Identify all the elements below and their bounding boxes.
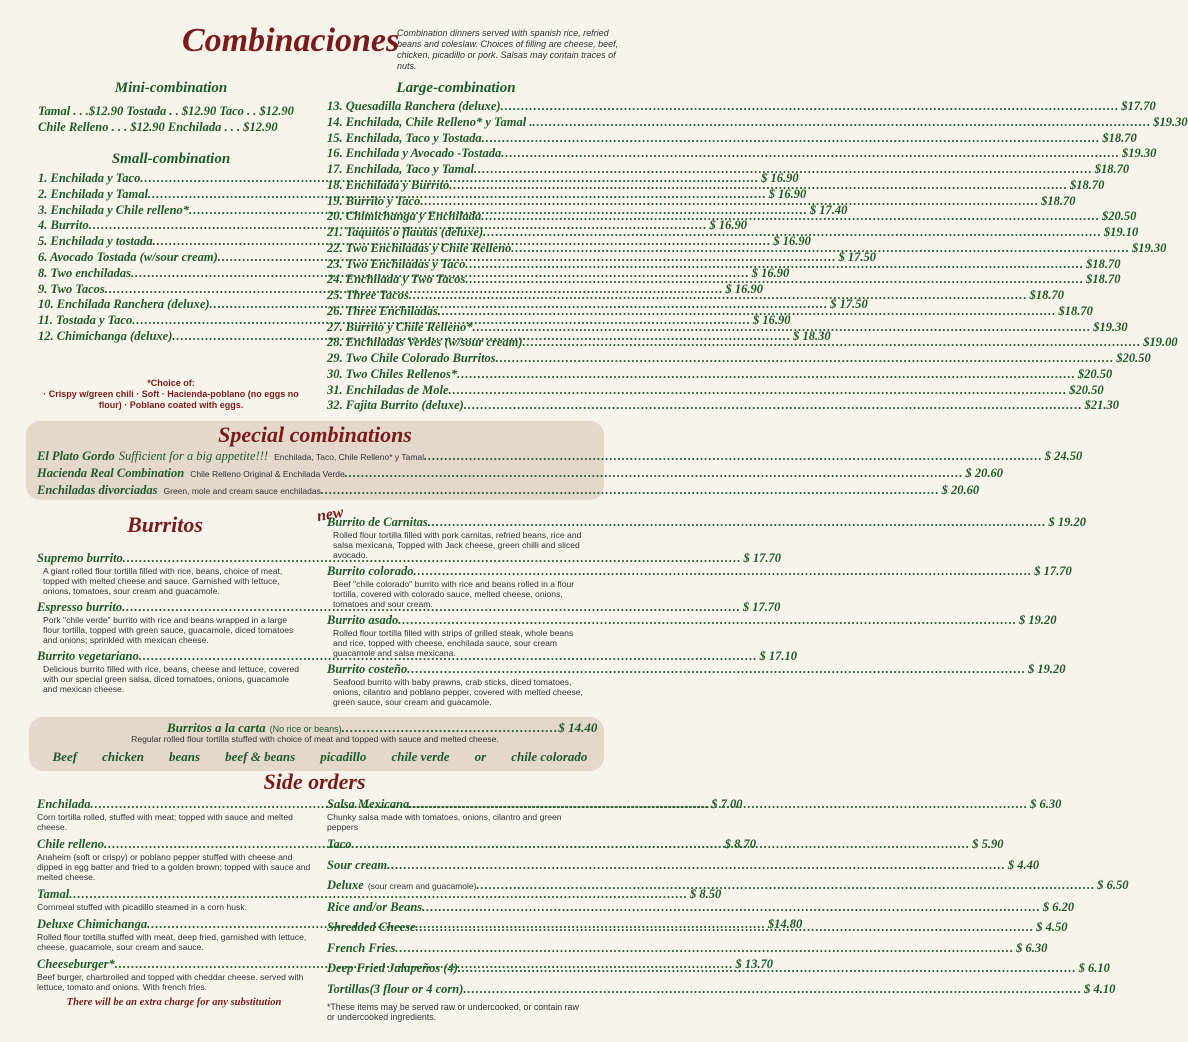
item-name: 11. Tostada y Taco	[38, 313, 133, 328]
item-price: $ 4.40	[1007, 857, 1040, 872]
carta-option: beans	[169, 749, 201, 764]
leader-dots	[428, 515, 1047, 530]
side-order-title	[327, 981, 1116, 997]
side-order-item	[327, 940, 1048, 956]
item-name: 5. Enchilada y tostada	[38, 234, 153, 249]
side-order-item	[327, 857, 1040, 873]
side-order-title	[327, 857, 1040, 873]
item-price: $ 16.90	[725, 281, 764, 296]
burritos-carta-note: (No rice or beans)	[269, 724, 342, 734]
item-price: $18.70	[1086, 272, 1121, 287]
carta-option: or	[474, 749, 487, 764]
side-orders-heading: Side orders	[263, 769, 366, 794]
burrito-desc: Beef "chile colorado" burrito with rice and beans rolled in a flour tortilla, covered with colorado sauce, melted cheese, onions, tomatoes and sour cream.	[333, 579, 575, 609]
leader-dots	[422, 900, 1041, 915]
burrito-title	[327, 662, 1066, 677]
item-name: Supremo burrito	[37, 551, 123, 565]
leader-dots	[387, 858, 1006, 873]
item-name: Deluxe	[327, 878, 364, 892]
burrito-title	[327, 564, 1072, 579]
item-price: $19.30	[1121, 146, 1157, 161]
item-price: $ 4.50	[1036, 920, 1068, 934]
item-name: Salsa Mexicana	[327, 797, 410, 811]
item-name: Burrito asado	[327, 613, 399, 627]
leader-dots	[321, 482, 940, 498]
side-order-desc: Rolled flour tortilla stuffed with meat, deep fried, garnished with lettuce, cheese, guacamole, sour cream and sauce.	[37, 932, 307, 952]
item-price: $ 13.70	[735, 957, 774, 971]
large-combo-item	[327, 351, 1151, 367]
leader-dots	[438, 304, 1057, 320]
side-order-title	[327, 940, 1048, 956]
item-price: $17.70	[1121, 99, 1156, 113]
item-price: $ 6.30	[1030, 797, 1062, 811]
leader-dots	[476, 878, 1095, 893]
item-price: $ 24.50	[1044, 449, 1083, 463]
leader-dots	[465, 272, 1084, 288]
item-name: 23. Two Enchiladas y Taco	[327, 256, 466, 271]
mini-line-1: Tamal . . .$12.90 Tostada . . $12.90 Taco . . $12.90	[38, 104, 294, 118]
choice-note	[40, 378, 302, 411]
item-price: $ 18.30	[793, 328, 831, 343]
leader-dots	[473, 320, 1092, 336]
item-price: $ 17.70	[742, 600, 781, 614]
item-price: $ 16.90	[751, 265, 790, 280]
item-price: $18.70	[1086, 256, 1121, 271]
item-price: $18.70	[1102, 130, 1137, 145]
item-name: 27. Burrito y Chile Relleno*	[327, 319, 473, 334]
item-price: $ 17.10	[759, 649, 797, 663]
item-price: $ 16.90	[768, 186, 807, 201]
item-name: 16. Enchilada y Avocado -Tostada	[327, 146, 502, 161]
large-combo-item	[327, 382, 1104, 399]
item-name: Chile relleno	[37, 837, 105, 851]
item-price: $ 16.90	[773, 234, 811, 249]
item-name: Tamal	[37, 887, 70, 901]
item-name: 9. Two Tacos	[38, 281, 105, 296]
item-name: Enchiladas divorciadas	[37, 483, 158, 497]
raw-disclaimer: *These items may be served raw or undercooked, or contain raw or undercooked ingredients.	[327, 1002, 579, 1022]
burrito-title	[37, 600, 781, 615]
combination-note: Combination dinners served with spanish rice, refried beans and coleslaw. Choices of filling are cheese, beef, chicken, picadillo or pork. Salsas may contain traces of nuts.	[397, 28, 619, 71]
side-order-desc: Anaheim (soft or crispy) or poblano pepper stuffed with cheese and dipped in egg batter and fried to a golden brown; topped with sauce and melted cheese.	[37, 852, 311, 882]
large-combo-item	[327, 366, 1113, 383]
leader-dots	[424, 448, 1043, 464]
large-combination-heading: Large-combination	[396, 80, 516, 96]
leader-dots	[398, 613, 1017, 628]
item-name: 29. Two Chile Colorado Burritos	[327, 351, 496, 365]
item-name: 2. Enchilada y Tamal	[38, 186, 148, 201]
carta-option: picadillo	[320, 749, 367, 764]
item-name: Tortillas(3 flour or 4 corn)	[327, 981, 464, 996]
carta-option: beef & beans	[225, 749, 296, 764]
item-price: $ 6.10	[1078, 961, 1110, 975]
item-name: 32. Fajita Burrito (deluxe)	[327, 398, 464, 413]
side-order-item	[327, 981, 1116, 997]
leader-dots	[458, 961, 1077, 976]
leader-dots	[449, 383, 1068, 399]
small-combination-heading: Small-combination	[111, 151, 231, 167]
item-name: 30. Two Chiles Rellenos*	[327, 366, 458, 381]
item-price: $ 17.50	[830, 297, 868, 312]
item-name: 12. Chimichanga (deluxe)	[38, 328, 173, 343]
substitution-note: There will be an extra charge for any substitution	[66, 997, 282, 1008]
item-price: $ 17.70	[743, 551, 782, 565]
mini-line-2: Chile Relleno . . . $12.90 Enchilada . . . $12.90	[38, 120, 278, 134]
item-name: Espresso burrito	[37, 600, 123, 614]
leader-dots	[416, 920, 1035, 935]
item-price: $18.70	[1094, 162, 1130, 176]
large-combo-item	[327, 114, 1188, 131]
item-name: 20. Chimichanga y Enchilada	[327, 209, 482, 224]
item-price: $ 16.90	[752, 313, 791, 328]
item-name: 25. Three Tacos	[327, 288, 409, 302]
special-combo-item	[37, 465, 1004, 482]
item-price: $20.50	[1077, 366, 1113, 381]
item-name: 10. Enchilada Ranchera (deluxe)	[38, 297, 210, 312]
item-name: El Plato Gordo	[37, 449, 115, 463]
item-price: $ 6.30	[1016, 940, 1048, 955]
large-combo-item	[327, 398, 1119, 414]
leader-dots	[511, 241, 1130, 257]
item-name: Burrito vegetariano	[37, 649, 139, 663]
burrito-desc: Seafood burrito with baby prawns, crab sticks, diced tomatoes, onions, cilantro and poblano pepper, covered with melted cheese, green sauce, sour cream and guacamole.	[333, 677, 583, 707]
item-price: $19.30	[1093, 319, 1128, 334]
item-name: Deluxe Chimichanga	[37, 917, 148, 931]
leader-dots	[496, 351, 1115, 367]
item-price: $18.70	[1041, 193, 1076, 208]
burritos-carta-options	[40, 749, 600, 765]
carta-option: chile colorado	[511, 749, 588, 764]
burrito-title	[327, 613, 1057, 628]
item-price: $20.50	[1101, 209, 1137, 224]
large-combo-item	[327, 130, 1137, 147]
leader-dots	[482, 131, 1101, 147]
burritos-carta-desc: Regular rolled flour tortilla stuffed with choice of meat and topped with sauce and melted cheese.	[131, 734, 499, 744]
item-price: $ 16.90	[761, 171, 799, 185]
burrito-desc: Pork "chile verde" burrito with rice and beans wrapped in a large flour tortilla, topped with green sauce, guacamole, diced tomatoes and onions; sprinkled with mexican cheese.	[43, 615, 294, 645]
large-combo-item	[327, 146, 1157, 162]
item-name: Enchilada	[37, 797, 91, 811]
burrito-desc: Rolled flour tortilla filled with pork carnitas, refried beans, rice and salsa mexicana, Topped with Jack cheese, green chilli and sliced avocado.	[333, 530, 582, 560]
item-name: Taco	[327, 837, 352, 851]
mini-combination-heading: Mini-combination	[114, 80, 228, 96]
item-extra: Sufficient for a big appetite!!!	[118, 449, 269, 463]
item-name: 28. Enchiladas Verdes (w/sour cream)	[327, 335, 523, 350]
item-price: $ 4.10	[1084, 981, 1116, 996]
side-order-desc: Chunky salsa made with tomatoes, onions, cilantro and green peppers	[327, 812, 562, 832]
choice-text: · Crispy w/green chili · Soft · Hacienda-poblano (no eggs no flour) · Poblano coated with eggs.	[43, 389, 299, 410]
item-price: $ 8.50	[689, 887, 722, 901]
burritos-carta-title: Burritos a la carta	[167, 720, 266, 735]
item-price: $ 6.50	[1097, 878, 1129, 892]
item-price: $ 19.20	[1027, 662, 1066, 676]
burrito-title	[327, 515, 1086, 530]
item-desc: Enchilada, Taco, Chile Relleno* y Tamal	[274, 452, 425, 462]
new-badge: new	[315, 503, 345, 526]
item-price: $ 17.50	[838, 249, 876, 264]
item-price: $19.30	[1132, 240, 1167, 255]
item-price: $19.00	[1143, 335, 1178, 350]
large-combo-item	[327, 99, 1156, 115]
leader-dots	[409, 797, 1028, 812]
item-price: $ 20.60	[941, 483, 980, 497]
side-order-desc: Beef burger, charbroiled and topped with cheddar cheese. served with lettuce, tomato and onions. With french fries.	[37, 972, 304, 992]
item-name: 22. Two Enchiladas y Chile Relleno	[327, 240, 512, 255]
leader-dots	[481, 209, 1100, 225]
item-name: Cheeseburger*	[37, 957, 115, 971]
carta-option: chile verde	[391, 749, 450, 764]
side-order-desc: Cornmeal stuffed with picadillo steamed in a corn husk.	[37, 902, 248, 912]
item-name: 21. Taquitos o flautas (deluxe)	[327, 225, 484, 239]
leader-dots	[420, 194, 1039, 210]
item-price: $ 8.70	[724, 837, 757, 851]
side-order-item	[327, 899, 1075, 915]
leader-dots	[413, 564, 1032, 579]
leader-dots	[532, 115, 1151, 131]
item-name: French Fries	[327, 940, 396, 955]
item-name: 18. Enchilada y Burrito	[327, 177, 450, 192]
item-price: $ 7.00	[711, 797, 743, 811]
item-name: 6. Avocado Tostada (w/sour cream)	[38, 249, 218, 264]
special-combinations-list	[37, 448, 1083, 499]
item-price: $18.70	[1058, 303, 1093, 318]
item-price: $20.50	[1116, 351, 1151, 365]
burrito-desc: A giant rolled flour tortilla filled with rice, beans, choice of meat, topped with melted cheese and sauce. Garnished with lettuce, onions, tomatoes, sour cream and guacamole.	[43, 566, 283, 596]
leader-dots	[501, 146, 1120, 162]
side-order-desc: Corn tortilla rolled, stuffed with meat; topped with sauce and melted cheese.	[37, 812, 293, 832]
item-price: $ 17.40	[809, 202, 848, 217]
leader-dots	[352, 837, 971, 852]
item-price: $ 5.90	[972, 837, 1004, 851]
item-price: $ 16.90	[709, 218, 747, 233]
item-name: 19. Burrito y Taco	[327, 193, 421, 208]
item-name: Sour cream	[327, 857, 388, 872]
page-title: Combinaciones	[182, 22, 400, 59]
leader-dots	[523, 335, 1142, 351]
leader-dots	[457, 367, 1076, 383]
item-price: $14.80	[767, 917, 803, 931]
item-price: $ 6.20	[1042, 899, 1075, 914]
choice-title: *Choice of:	[147, 378, 195, 388]
carta-option: Beef	[52, 749, 78, 764]
item-price: $19.10	[1103, 225, 1139, 239]
item-price: $19.30	[1153, 114, 1188, 129]
leader-dots	[395, 941, 1014, 956]
burrito-item	[327, 662, 1066, 707]
carta-option: chicken	[102, 749, 144, 764]
side-order-title	[327, 899, 1075, 915]
item-price: $ 19.20	[1048, 515, 1086, 529]
burritos-carta-dots: ...................................................	[341, 720, 559, 735]
side-order-title	[37, 887, 722, 902]
burrito-desc: Delicious burrito filled with rice, beans, cheese and lettuce, covered with our special green salsa, diced tomatoes, onions, guacamole and mexican cheese.	[43, 664, 300, 694]
item-name: Burrito colorado	[327, 564, 414, 578]
item-name: 8. Two enchiladas	[38, 265, 131, 280]
leader-dots	[407, 662, 1026, 677]
leader-dots	[463, 982, 1082, 997]
burrito-title	[37, 649, 797, 664]
item-price: $ 20.60	[965, 466, 1004, 480]
burrito-title	[37, 551, 782, 566]
burritos-carta-price: $ 14.40	[558, 720, 598, 735]
item-name: 1. Enchilada y Taco	[38, 171, 141, 185]
leader-dots	[465, 257, 1084, 273]
item-name: Rice and/or Beans	[327, 899, 423, 914]
item-name: 13. Quesadilla Ranchera (deluxe)	[327, 99, 501, 113]
leader-dots	[449, 178, 1068, 194]
leader-dots	[409, 288, 1028, 304]
item-name: 31. Enchiladas de Mole	[327, 382, 449, 397]
leader-dots	[501, 99, 1120, 115]
item-name: Deep Fried Jalapeños (4)	[327, 961, 458, 975]
item-price: $ 19.20	[1018, 613, 1057, 627]
item-name: 3. Enchilada y Chile relleno*	[38, 202, 190, 217]
item-desc: Green, mole and cream sauce enchiladas	[163, 486, 321, 496]
item-name: 17. Enchilada, Taco y Tamal	[327, 162, 475, 176]
item-name: Shredded Cheese	[327, 920, 416, 934]
item-note: (sour cream and guacamole)	[367, 881, 477, 891]
item-name: 26. Three Enchiladas	[327, 303, 438, 318]
special-combinations-heading: Special combinations	[218, 422, 412, 447]
item-name: 4. Burrito	[38, 218, 89, 233]
special-combo-item	[37, 448, 1083, 465]
burrito-item	[327, 564, 1072, 609]
item-name: Hacienda Real Combination	[37, 466, 185, 480]
item-name: Burrito costeño	[327, 662, 408, 676]
item-name: 15. Enchilada, Taco y Tostada	[327, 130, 482, 145]
burritos-heading: Burritos	[127, 512, 203, 537]
item-price: $20.50	[1069, 382, 1104, 397]
item-name: 14. Enchilada, Chile Relleno* y Tamal .	[327, 114, 533, 129]
item-name: 24. Enchilada y Two Tacos	[327, 272, 466, 287]
leader-dots	[474, 162, 1093, 178]
item-price: $18.70	[1029, 288, 1064, 302]
leader-dots	[464, 398, 1083, 414]
item-desc: Chile Relleno Original & Enchilada Verde	[190, 469, 345, 479]
item-price: $ 17.70	[1034, 564, 1072, 578]
leader-dots	[345, 465, 964, 481]
burrito-desc: Rolled flour tortilla filled with strips of grilled steak, whole beans and rice, topped with cheese, enchilada sauce, sour cream guacamole and salsa mexicana.	[333, 628, 574, 658]
item-price: $18.70	[1070, 177, 1105, 192]
leader-dots	[483, 225, 1102, 241]
special-combo-item	[37, 482, 980, 499]
item-name: Burrito de Carnitas	[327, 515, 428, 529]
item-price: $21.30	[1084, 398, 1119, 413]
